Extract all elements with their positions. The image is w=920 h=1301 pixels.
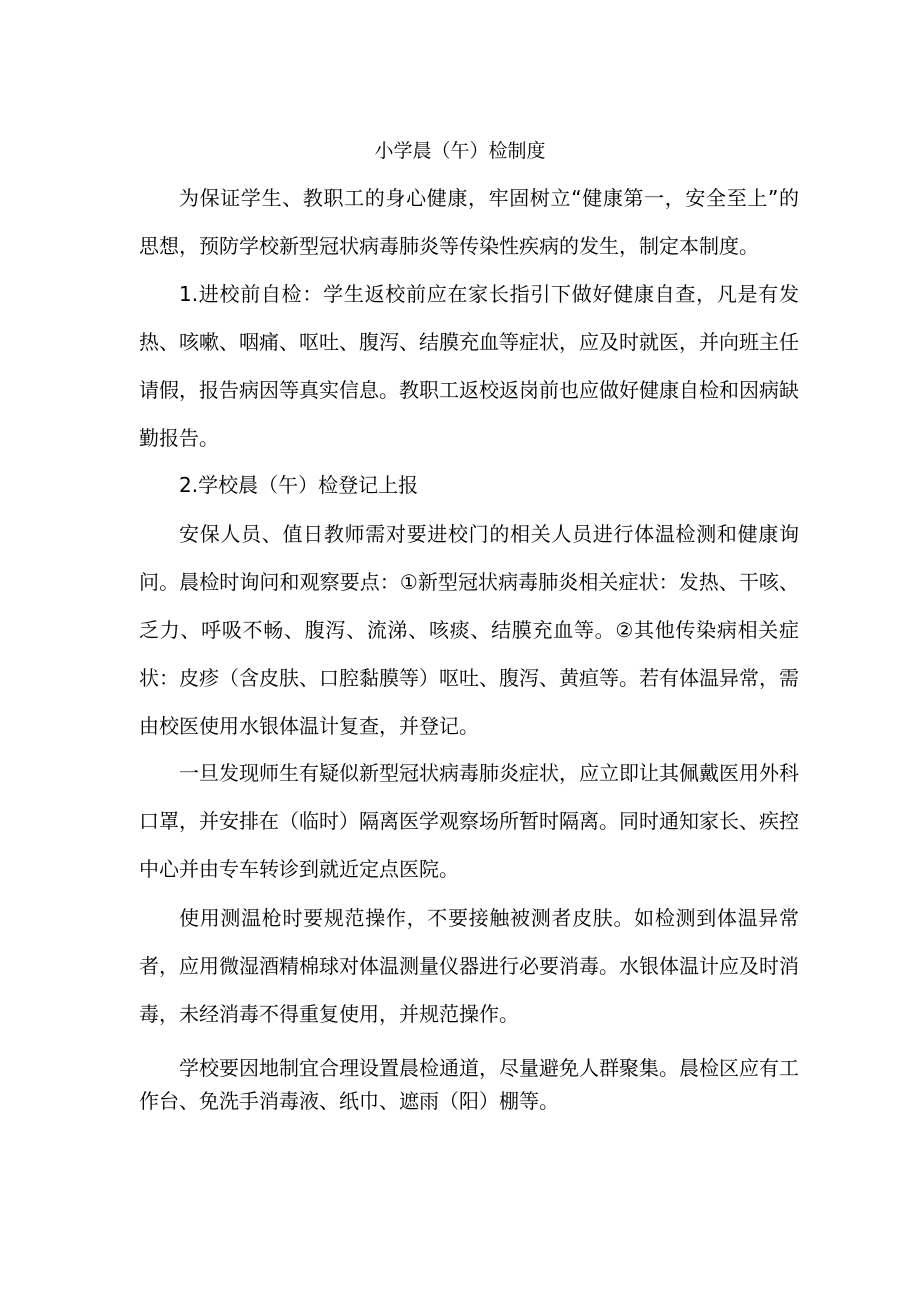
paragraph-thermometer-use: 使用测温枪时要规范操作，不要接触被测者皮肤。如检测到体温异常者，应用微湿酒精棉球对体温测量仪器进行必要消毒。水银体温计应及时消毒，未经消毒不得重复使用，并规范操作。 [139, 906, 799, 1026]
document-title: 小学晨（午）检制度 [374, 140, 546, 162]
paragraph-check-channel: 学校要因地制宜合理设置晨检通道，尽量避免人群聚集。晨检区应有工作台、免洗手消毒液、纸巾、遮雨（阳）棚等。 [139, 1056, 799, 1113]
paragraph-intro: 为保证学生、教职工的身心健康，牢固树立“健康第一，安全至上”的思想，预防学校新型冠状病毒肺炎等传染性疾病的发生，制定本制度。 [139, 186, 799, 258]
paragraph-heading-morning-check: 2.学校晨（午）检登记上报 [179, 473, 419, 497]
paragraph-inspection-points: 安保人员、值日教师需对要进校门的相关人员进行体温检测和健康询问。晨检时询问和观察要点：①新型冠状病毒肺炎相关症状：发热、干咳、乏力、呼吸不畅、腹泻、流涕、咳痰、结膜充血等。②其他传染病相关症状：皮疹（含皮肤、口腔黏膜等）呕吐、腹泻、黄疸等。若有体温异常，需由校医使用水银体温计复查，并登记。 [139, 522, 799, 738]
paragraph-suspected-case: 一旦发现师生有疑似新型冠状病毒肺炎症状，应立即让其佩戴医用外科口罩，并安排在（临时）隔离医学观察场所暂时隔离。同时通知家长、疾控中心并由专车转诊到就近定点医院。 [139, 761, 799, 881]
paragraph-self-check: 1.进校前自检：学生返校前应在家长指引下做好健康自查，凡是有发热、咳嗽、咽痛、呕吐、腹泻、结膜充血等症状，应及时就医，并向班主任请假，报告病因等真实信息。教职工返校返岗前也应做好健康自检和因病缺勤报告。 [139, 282, 799, 450]
